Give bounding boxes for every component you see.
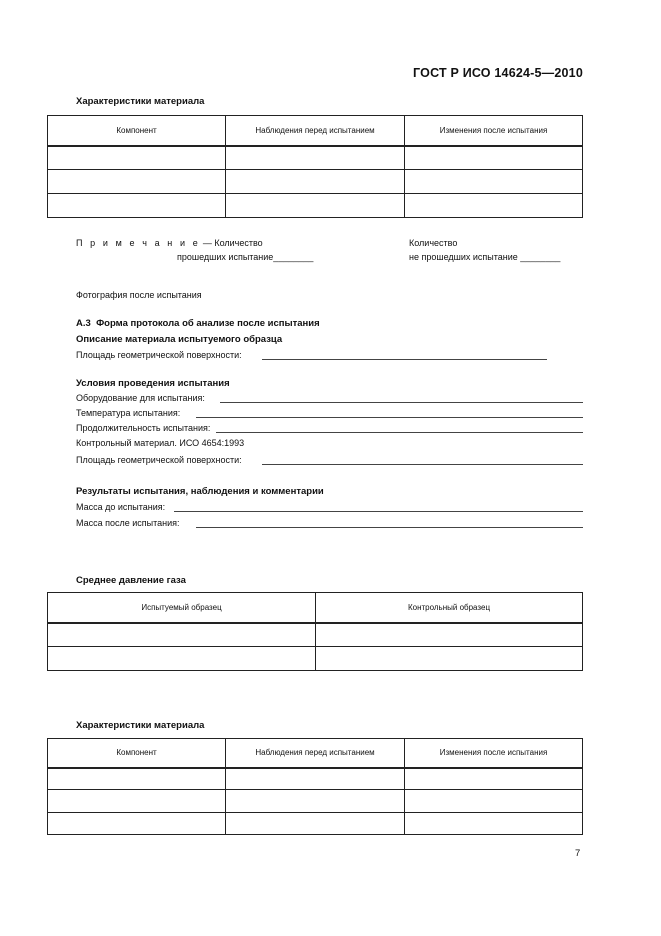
gas-pressure-table [47, 592, 583, 671]
column-header-observations-before: Наблюдения перед испытанием [226, 739, 405, 768]
note-block [76, 238, 263, 248]
table-cell[interactable] [316, 647, 583, 671]
table-row [48, 790, 583, 813]
column-header-component: Компонент [48, 739, 226, 768]
mass-before-label: Масса до испытания: [76, 502, 166, 512]
table-row [48, 170, 583, 194]
test-conditions-title: Условия проведения испытания [76, 378, 230, 389]
column-header-test-sample: Испытуемый образец [48, 593, 316, 623]
table-cell[interactable] [48, 623, 316, 647]
photo-after-test-label: Фотография после испытания [76, 290, 202, 300]
note-count-failed-field[interactable]: не прошедших испытание ________ [409, 252, 561, 262]
table-cell[interactable] [48, 146, 226, 170]
temperature-field[interactable] [196, 417, 583, 418]
mass-before-field[interactable] [174, 511, 583, 512]
note-count-passed-label: Количество [214, 238, 263, 248]
table-cell[interactable] [48, 647, 316, 671]
document-code-header: ГОСТ Р ИСО 14624-5—2010 [413, 66, 583, 80]
section-title: Форма протокола об анализе после испытания [96, 318, 320, 329]
table-cell[interactable] [48, 790, 226, 813]
table-cell[interactable] [226, 146, 405, 170]
table-cell[interactable] [405, 170, 583, 194]
table-cell[interactable] [48, 768, 226, 790]
table-cell[interactable] [405, 790, 583, 813]
temperature-label: Температура испытания: [76, 408, 181, 418]
table-cell[interactable] [226, 813, 405, 835]
page-number: 7 [575, 848, 581, 859]
table1-title: Характеристики материала [76, 96, 205, 107]
mass-after-label: Масса после испытания: [76, 518, 180, 528]
table-cell[interactable] [405, 768, 583, 790]
table-cell[interactable] [226, 194, 405, 218]
column-header-changes-after: Изменения после испытания [405, 739, 583, 768]
table-cell[interactable] [405, 194, 583, 218]
sample-description-subtitle: Описание материала испытуемого образца [76, 334, 283, 345]
control-material-text: Контрольный материал. ИСО 4654:1993 [76, 438, 245, 448]
column-header-control-sample: Контрольный образец [316, 593, 583, 623]
table-row [48, 813, 583, 835]
table-cell[interactable] [405, 146, 583, 170]
column-header-changes-after: Изменения после испытания [405, 116, 583, 146]
column-header-component: Компонент [48, 116, 226, 146]
conditions-surface-area-label: Площадь геометрической поверхности: [76, 455, 242, 465]
table-row [48, 768, 583, 790]
table-row [48, 146, 583, 170]
duration-field[interactable] [216, 432, 583, 433]
surface-area-label: Площадь геометрической поверхности: [76, 350, 242, 360]
column-header-observations-before: Наблюдения перед испытанием [226, 116, 405, 146]
conditions-surface-area-field[interactable] [262, 464, 583, 465]
table-row [48, 623, 583, 647]
table2-title: Характеристики материала [76, 720, 205, 731]
material-characteristics-table-1 [47, 115, 583, 218]
table-cell[interactable] [405, 813, 583, 835]
table-cell[interactable] [48, 170, 226, 194]
table-cell[interactable] [226, 170, 405, 194]
duration-label: Продолжительность испытания: [76, 423, 211, 433]
mass-after-field[interactable] [196, 527, 583, 528]
table-cell[interactable] [226, 768, 405, 790]
note-count-passed-field[interactable]: прошедших испытание________ [177, 252, 314, 262]
table-cell[interactable] [316, 623, 583, 647]
table-cell[interactable] [226, 790, 405, 813]
section-a3-heading [76, 318, 320, 329]
material-characteristics-table-2 [47, 738, 583, 835]
note-label: П р и м е ч а н и е [76, 238, 201, 248]
results-title: Результаты испытания, наблюдения и комментарии [76, 486, 324, 497]
surface-area-field[interactable] [262, 359, 547, 360]
section-number: А.3 [76, 318, 91, 329]
note-count-failed-label: Количество [409, 238, 458, 248]
table-row [48, 647, 583, 671]
equipment-label: Оборудование для испытания: [76, 393, 205, 403]
note-dash: — [202, 238, 212, 248]
table-cell[interactable] [48, 813, 226, 835]
table-cell[interactable] [48, 194, 226, 218]
table-row [48, 194, 583, 218]
gas-pressure-title: Среднее давление газа [76, 575, 186, 586]
equipment-field[interactable] [220, 402, 583, 403]
